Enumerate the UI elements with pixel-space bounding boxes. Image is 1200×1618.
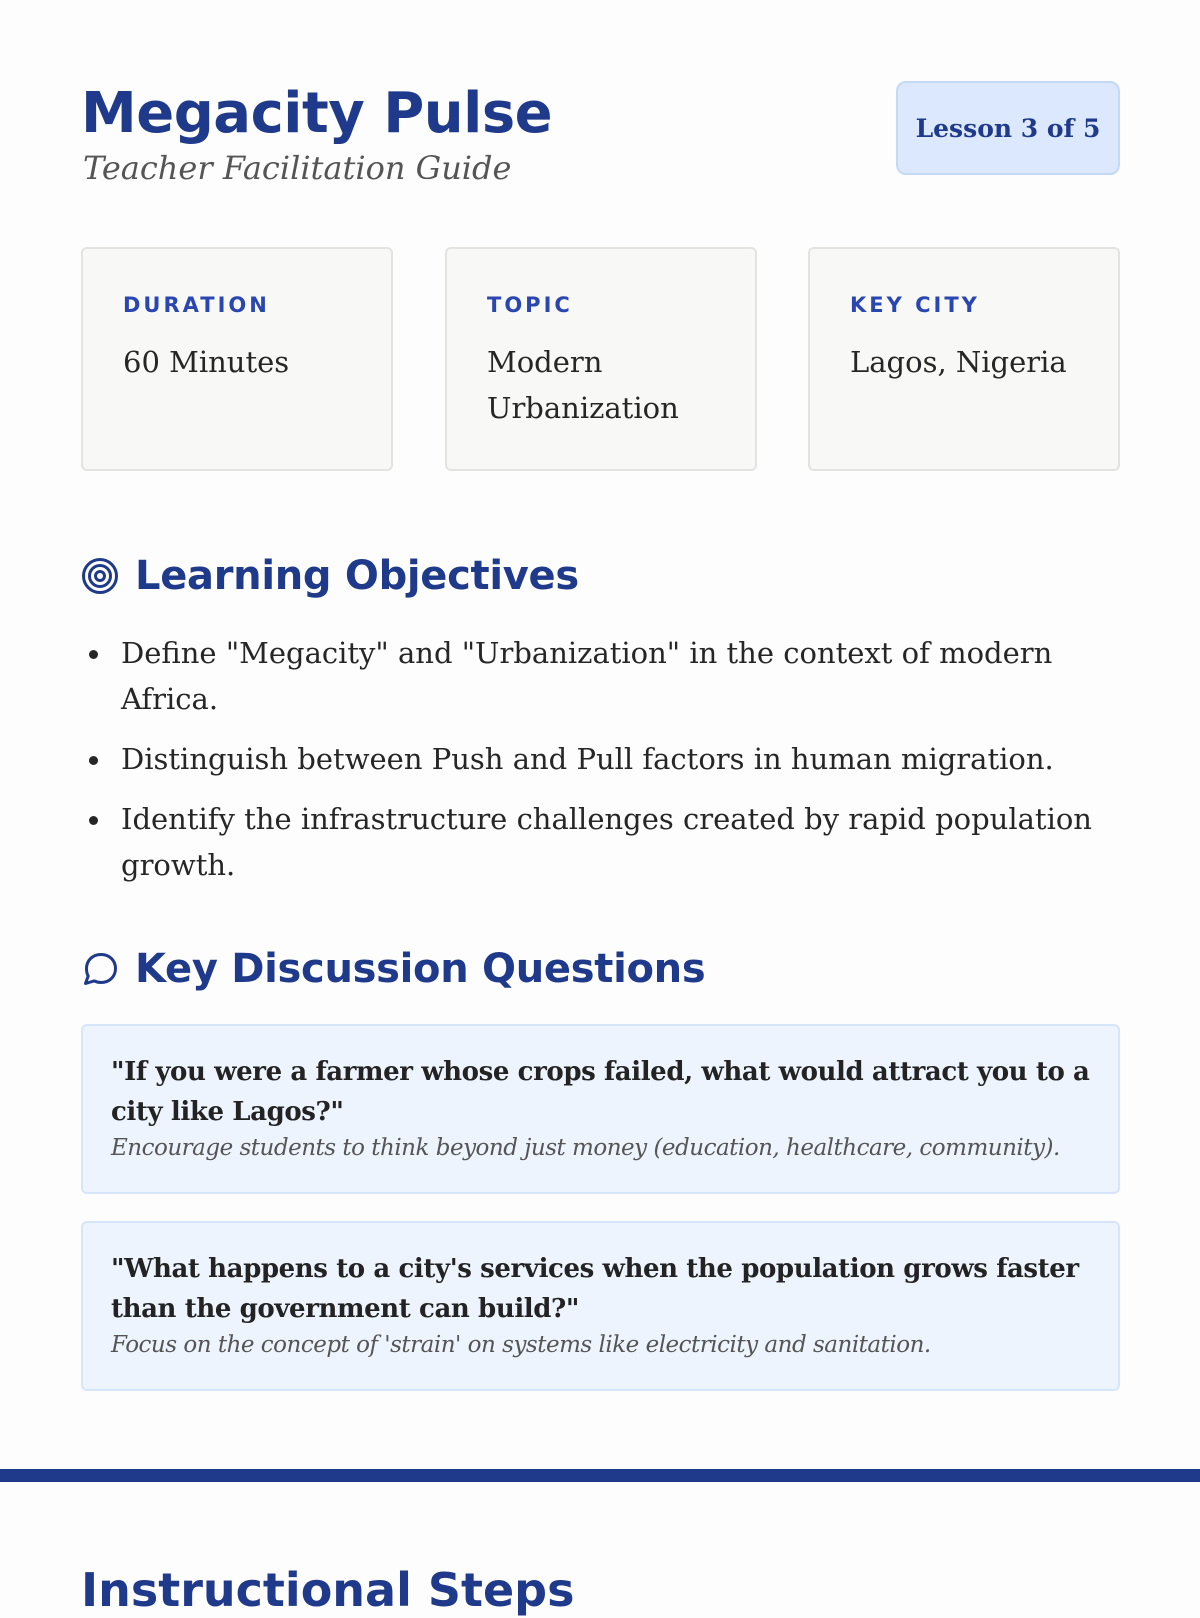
section-divider [0,1469,1200,1482]
discussion-question-card [81,1221,1120,1391]
questions-heading [81,945,705,993]
lesson-badge: Lesson 3 of 5 [896,81,1120,175]
section-title: Key Discussion Questions [135,946,706,992]
instructional-steps-heading: Instructional Steps [81,1563,575,1617]
card-label: KEY CITY [850,293,980,317]
list-item [81,630,1120,722]
bullet [89,756,98,765]
bullet [89,650,98,659]
card-value: 60 Minutes [123,345,290,379]
card-value: Modern Urbanization [487,345,679,425]
list-item [81,736,1120,782]
objectives-heading [81,552,579,600]
objectives-list [81,630,1120,902]
section-title: Learning Objectives [135,553,579,599]
speech-bubble-icon [81,950,119,988]
facilitation-note: Encourage students to think beyond just money (education, healthcare, community). [111,1135,1060,1161]
duration-card [81,247,393,471]
discussion-question-card [81,1024,1120,1194]
target-icon [81,557,119,595]
info-cards [81,247,1120,471]
page-subtitle: Teacher Facilitation Guide [83,149,512,187]
bullet [89,816,98,825]
key-city-card [808,247,1120,471]
question-text: "If you were a farmer whose crops failed, what would attract you to a city like Lagos?" [111,1057,1090,1127]
objective-text: Define "Megacity" and "Urbanization" in the context of modern Africa. [121,636,1053,716]
page-title: Megacity Pulse [81,81,553,146]
objective-text: Distinguish between Push and Pull factors in human migration. [121,742,1054,776]
card-value: Lagos, Nigeria [850,345,1067,379]
list-item [81,796,1120,888]
question-text: "What happens to a city's services when the population grows faster than the government can build?" [111,1254,1079,1324]
topic-card [445,247,757,471]
facilitation-note: Focus on the concept of 'strain' on systems like electricity and sanitation. [111,1332,931,1358]
objective-text: Identify the infrastructure challenges created by rapid population growth. [121,802,1092,882]
card-label: TOPIC [487,293,573,317]
card-label: DURATION [123,293,270,317]
page-header [81,78,1120,198]
